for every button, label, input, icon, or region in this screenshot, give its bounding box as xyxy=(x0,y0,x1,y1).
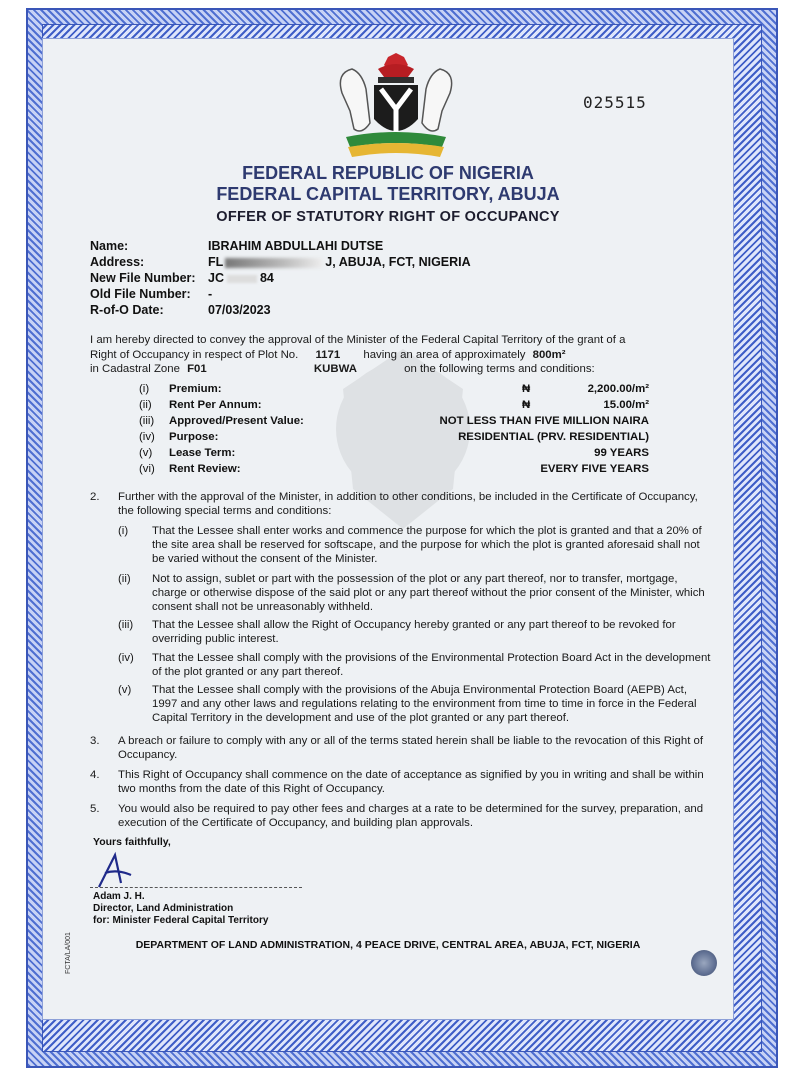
section-5: 5. You would also be required to pay other fees and charges at a rate to be determined for the survey, preparation, and execution of the Certificate of Occupancy, and building plan approvals. xyxy=(90,803,704,830)
special-term: (iv) That the Lessee shall comply with the provisions of the Environmental Protection Board Act in the development of the plot granted or any part thereof. xyxy=(118,652,711,679)
signer-block xyxy=(93,891,268,927)
name-value: IBRAHIM ABDULLAHI DUTSE xyxy=(208,239,384,253)
approval-paragraph: I am hereby directed to convey the approval of the Minister of the Federal Capital Territory of the grant of a Right of Occupancy in respect of Plot No. 1171 having an area of approximately 800m² in Cadastral Zone F01 KUBWA on the following terms and conditions: xyxy=(90,334,626,375)
section-3: 3. A breach or failure to comply with any or all of the terms stated herein shall be liable to the revocation of this Right of Occupancy. xyxy=(90,735,704,762)
name-label: Name: xyxy=(90,239,129,253)
special-term: (iii) That the Lessee shall allow the Right of Occupancy hereby granted or any part thereof to be revoked for overriding public interest. xyxy=(118,619,676,646)
signer-for: for: Minister Federal Capital Territory xyxy=(93,915,269,926)
offer-letter-page xyxy=(42,38,734,1020)
term-row: (iii) Approved/Present Value: NOT LESS THAN FIVE MILLION NAIRA xyxy=(139,415,649,427)
heading-federal-republic: FEDERAL REPUBLIC OF NIGERIA xyxy=(242,163,534,183)
document-title: OFFER OF STATUTORY RIGHT OF OCCUPANCY xyxy=(216,209,560,225)
signature-line xyxy=(90,887,302,888)
cadastral-zone: F01 xyxy=(187,363,207,375)
plot-number: 1171 xyxy=(315,348,341,361)
form-code: FCTA/LA/001 xyxy=(65,932,72,974)
redaction-mark xyxy=(225,258,323,268)
address-value: FL J, ABUJA, FCT, NIGERIA xyxy=(208,255,471,269)
plot-area: 800m² xyxy=(532,348,566,361)
rofo-date-value: 07/03/2023 xyxy=(208,303,271,317)
special-term: (v) That the Lessee shall comply with the provisions of the Abuja Environmental Protection Board (AEPB) Act, 1997 and any other laws and regulations relating to the environment from time to time in force in the Federal Capital Territory in the development and use of the plot granted or any part thereof. xyxy=(118,684,697,725)
term-row: (vi) Rent Review: EVERY FIVE YEARS xyxy=(139,463,649,475)
special-term: (ii) Not to assign, sublet or part with the possession of the plot or any part thereof, nor to transfer, mortgage, charge or otherwise dispose of the said plot or any part thereof without the prior consent of the Minister, which consent shall not be unreasonably withheld. xyxy=(118,573,705,614)
term-row: (v) Lease Term: 99 YEARS xyxy=(139,447,649,459)
signature xyxy=(95,851,135,891)
serial-number: 025515 xyxy=(583,93,647,112)
term-row: (ii) Rent Per Annum: ₦ 15.00/m² xyxy=(139,399,649,411)
district: KUBWA xyxy=(313,363,357,375)
signer-title: Director, Land Administration xyxy=(93,903,234,914)
old-file-value: - xyxy=(208,287,213,301)
section-2: 2. Further with the approval of the Minister, in addition to other conditions, be included in the Certificate of Occupancy, the following special terms and conditions: xyxy=(90,491,698,518)
special-term: (i) That the Lessee shall enter works and commence the purpose for which the plot is granted and that a 20% of the site area shall be reserved for softscape, and the purpose for which the plot is granted aforesaid shall not be varied without the consent of the Minister. xyxy=(118,525,702,566)
closing-salutation: Yours faithfully, xyxy=(93,836,171,848)
heading-fct-abuja: FEDERAL CAPITAL TERRITORY, ABUJA xyxy=(216,184,560,204)
signer-name: Adam J. H. xyxy=(93,891,145,902)
new-file-value: JC 84 xyxy=(208,271,274,285)
address-label: Address: xyxy=(90,255,145,269)
new-file-label: New File Number: xyxy=(90,271,196,285)
term-row: (iv) Purpose: RESIDENTIAL (PRV. RESIDENTIAL) xyxy=(139,431,649,443)
department-address: DEPARTMENT OF LAND ADMINISTRATION, 4 PEACE DRIVE, CENTRAL AREA, ABUJA, FCT, NIGERIA xyxy=(135,939,641,951)
redaction-mark xyxy=(227,275,257,283)
terms-list xyxy=(139,383,649,479)
nigeria-coat-of-arms xyxy=(326,53,466,165)
hologram-seal xyxy=(691,950,717,976)
section-4: 4. This Right of Occupancy shall commence on the date of acceptance as signified by you in writing and shall be within two months from the date of this Right of Occupancy. xyxy=(90,769,704,796)
old-file-label: Old File Number: xyxy=(90,287,191,301)
rofo-date-label: R-of-O Date: xyxy=(90,303,164,317)
term-row: (i) Premium: ₦ 2,200.00/m² xyxy=(139,383,649,395)
